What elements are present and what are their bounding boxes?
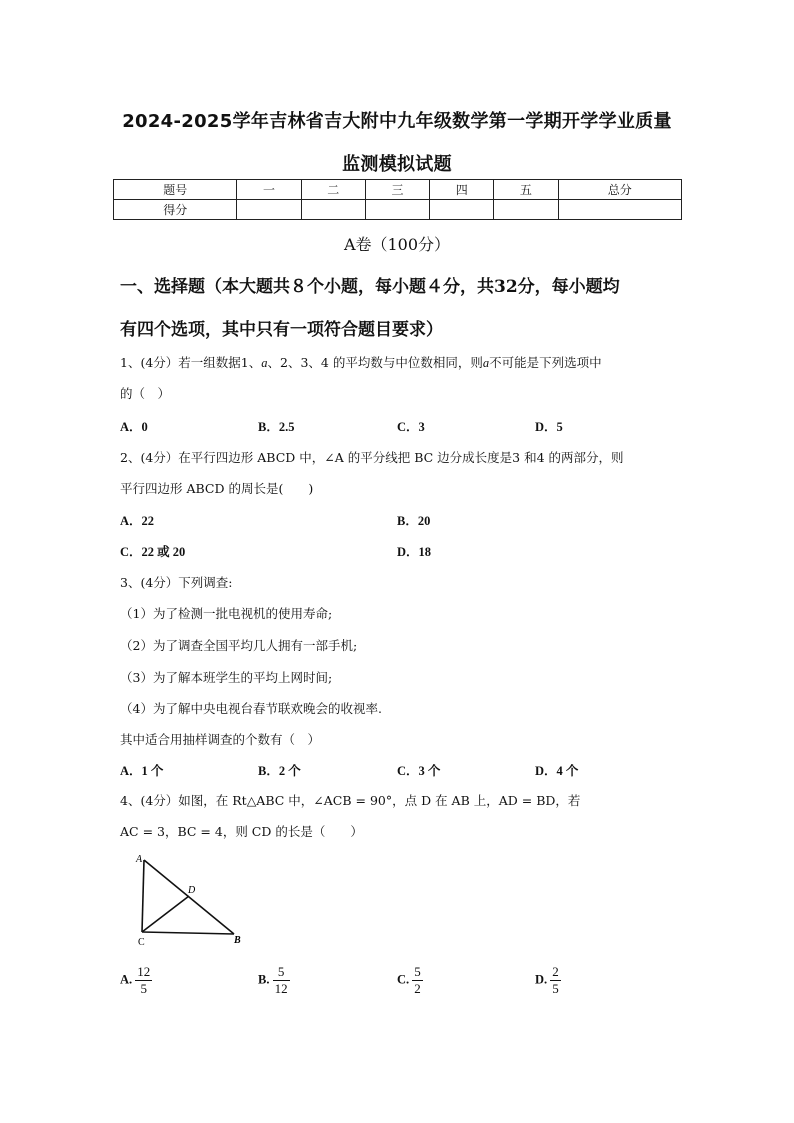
q2-option-b[interactable]: B．20	[397, 514, 431, 528]
side-ac	[142, 860, 144, 932]
q3-item-4: （4）为了解中央电视台春节联欢晚会的收视率.	[120, 701, 382, 716]
q1-suffix: 不可能是下列选项中	[489, 355, 602, 370]
q3-item-1: （1）为了检测一批电视机的使用寿命;	[120, 606, 333, 621]
q4-option-c-fraction	[412, 964, 423, 997]
q4-option-a-fraction	[135, 964, 152, 997]
fraction-denominator: 5	[552, 981, 559, 996]
q2-stem-line1: 2、(4分）在平行四边形 ABCD 中，∠A 的平分线把 BC 边分成长度是3 和4 的两部分，则	[120, 450, 624, 465]
q1-stem	[120, 353, 685, 373]
q4-option-a[interactable]	[120, 964, 152, 997]
q3-question: 其中适合用抽样调查的个数有（ ）	[120, 732, 321, 747]
q1-middle: 、2、3、4 的平均数与中位数相同，则	[267, 355, 483, 370]
q1-variable: a	[261, 356, 268, 370]
q1-option-d[interactable]: D．5	[535, 420, 563, 434]
q1-stem-line2: 的（ ）	[120, 386, 171, 401]
q1-option-b[interactable]: B．2.5	[258, 420, 295, 434]
q4-option-b-letter: B.	[258, 972, 270, 987]
q3-item-2: （2）为了调查全国平均几人拥有一部手机;	[120, 638, 358, 653]
q3-option-c[interactable]: C．3 个	[397, 764, 441, 778]
q2-stem-line2: 平行四边形 ABCD 的周长是( )	[120, 481, 314, 496]
q1-prefix: 1、(4分）若一组数据1、	[120, 355, 262, 370]
score-table	[113, 179, 682, 220]
q4-stem-line2: AC = 3，BC = 4，则 CD 的长是（ ）	[120, 824, 363, 839]
q3-item-3: （3）为了解本班学生的平均上网时间;	[120, 670, 333, 685]
score-row-label: 得分	[114, 200, 237, 220]
score-header-cell: 一	[237, 180, 301, 200]
q2-option-d[interactable]: D．18	[397, 545, 432, 559]
score-header-cell: 总分	[558, 180, 681, 200]
score-cell	[365, 200, 429, 220]
q1-option-c[interactable]: C．3	[397, 420, 425, 434]
fraction-numerator: 5	[414, 964, 421, 979]
fraction-numerator: 12	[137, 964, 151, 979]
side-cb	[142, 932, 234, 934]
q4-option-d[interactable]	[535, 964, 561, 997]
q3-option-b[interactable]: B．2 个	[258, 764, 301, 778]
score-header-cell: 三	[365, 180, 429, 200]
score-cell	[558, 200, 681, 220]
vertex-label-c: C	[138, 937, 145, 948]
fraction-denominator: 5	[135, 980, 152, 997]
q4-option-d-letter: D.	[535, 972, 548, 987]
q4-option-b[interactable]	[258, 964, 290, 997]
score-header-cell: 二	[301, 180, 365, 200]
vertex-label-a: A	[136, 854, 143, 865]
q3-option-d[interactable]: D．4 个	[535, 764, 579, 778]
exam-title-line2: 监测模拟试题	[342, 154, 452, 175]
q1-option-a[interactable]: A．0	[120, 420, 148, 434]
exam-title-line1: 2024-2025学年吉林省吉大附中九年级数学第一学期开学学业质量	[122, 111, 672, 132]
score-cell	[301, 200, 365, 220]
fraction-denominator: 2	[414, 981, 421, 996]
score-header-cell: 五	[494, 180, 558, 200]
score-table-score-row	[114, 200, 682, 220]
score-cell	[430, 200, 494, 220]
score-header-cell: 四	[430, 180, 494, 200]
q4-option-c[interactable]	[397, 964, 423, 997]
q4-option-c-letter: C.	[397, 972, 410, 987]
score-cell	[237, 200, 301, 220]
q4-option-a-letter: A.	[120, 972, 133, 987]
q2-option-a[interactable]: A．22	[120, 514, 155, 528]
q4-option-d-fraction	[550, 964, 561, 997]
q3-option-a[interactable]: A．1 个	[120, 764, 164, 778]
section-heading-line1: 一、选择题（本大题共８个小题，每小题４分，共32分，每小题均	[120, 277, 620, 297]
q4-option-b-fraction	[273, 964, 290, 997]
fraction-numerator: 2	[552, 964, 559, 979]
q3-stem: 3、(4分）下列调查:	[120, 575, 233, 590]
triangle-figure	[128, 850, 258, 950]
score-table-header-row	[114, 180, 682, 200]
score-cell	[494, 200, 558, 220]
fraction-denominator: 12	[274, 981, 288, 996]
vertex-label-d: D	[188, 885, 196, 896]
q2-option-c[interactable]: C．22 或 20	[120, 545, 186, 559]
q1-variable: a	[482, 356, 490, 370]
vertex-label-b: B	[234, 935, 241, 946]
section-heading-line2: 有四个选项，其中只有一项符合题目要求）	[120, 320, 443, 340]
fraction-numerator: 5	[277, 964, 285, 979]
q4-stem-line1: 4、(4分）如图，在 Rt△ABC 中，∠ACB = 90°，点 D 在 AB 上，AD = BD，若	[120, 793, 581, 808]
volume-heading: A卷（100分）	[343, 235, 451, 254]
segment-cd	[142, 896, 189, 932]
score-header-cell: 题号	[114, 180, 237, 200]
